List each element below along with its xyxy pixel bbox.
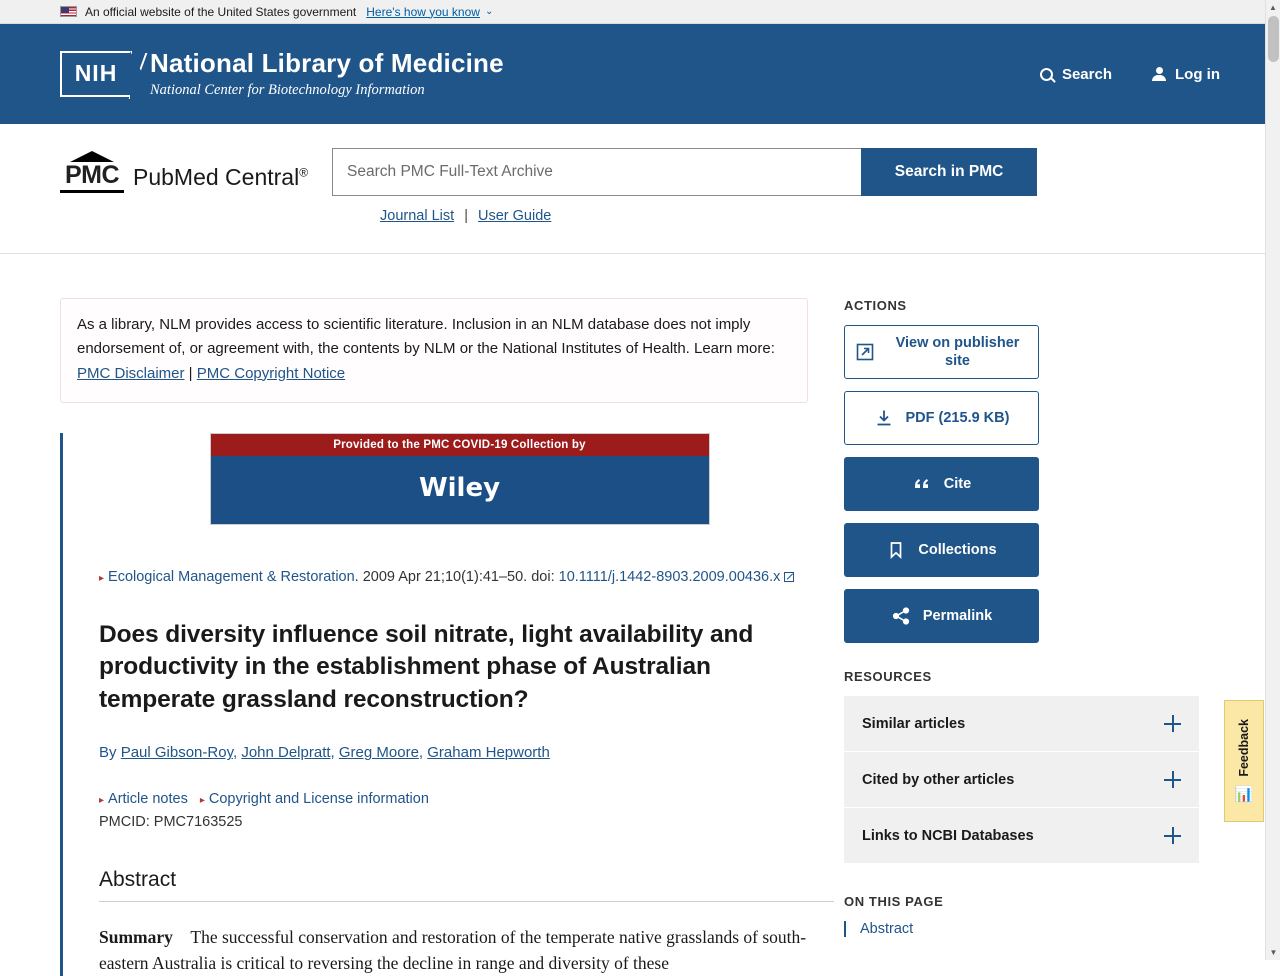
ncbi-subtitle: National Center for Biotechnology Information [150,81,425,98]
on-this-page-section [844,894,1220,937]
resource-label: Cited by other articles [862,771,1015,788]
cite-button[interactable] [844,457,1039,511]
nih-mark-slash [129,53,148,99]
user-guide-link[interactable]: User Guide [478,208,552,224]
resources-heading: RESOURCES [844,669,932,684]
plus-icon [1164,827,1181,844]
gov-banner-text: An official website of the United States government [85,4,357,19]
author-list: By Paul Gibson-Roy, John Delpratt, Greg Moore, Graham Hepworth [99,744,550,762]
triangle-bullet-icon: ▸ [199,794,205,806]
resource-similar-articles[interactable] [844,696,1199,752]
resource-label: Similar articles [862,715,966,732]
resources-section [844,669,1220,864]
article-notes-link[interactable]: Article notes [108,790,188,807]
permalink-button[interactable] [844,589,1039,643]
pmc-site-name-text: PubMed Central [133,164,300,190]
user-icon [1152,67,1166,81]
sidebar [820,254,1220,976]
disclaimer-pipe: | [184,364,197,382]
publisher-banner-name: Wiley [211,456,709,524]
resource-cited-by-other-articles[interactable] [844,752,1199,808]
journal-list-link[interactable]: Journal List [380,208,455,224]
pmc-base-shape [60,190,124,193]
header-search-label: Search [1061,65,1112,83]
pdf-download-button[interactable] [844,391,1039,445]
pmc-search [332,148,1037,196]
journal-link[interactable]: Ecological Management & Restoration [108,568,355,585]
abstract-paragraph: The successful conservation and restoration of the temperate native grasslands of south-eastern Australia is critical to reversing the decline in range and diversity of these [99,926,807,974]
plus-icon [1164,771,1181,788]
gov-banner [0,0,1280,24]
on-this-page-list [844,921,1220,937]
quote-icon [912,474,932,494]
article-notes-row [99,791,820,807]
doi-link[interactable]: 10.1111/j.1442-8903.2009.00436.x [558,568,781,585]
author-link[interactable]: John Delpratt [241,744,331,762]
publisher-banner-top-text: Provided to the PMC COVID-19 Collection by [211,434,709,456]
actions-heading: ACTIONS [844,298,907,313]
pmc-logo[interactable] [60,151,308,193]
scrollbar[interactable] [1265,0,1280,960]
scroll-down-arrow[interactable]: ▼ [1269,948,1278,957]
article-column [60,254,820,976]
how-you-know-link[interactable]: Here's how you know [366,4,480,19]
pmc-disclaimer-link[interactable]: PMC Disclaimer [77,364,185,382]
download-icon [874,408,894,428]
disclaimer-text: As a library, NLM provides access to scientific literature. Inclusion in an NLM database does not imply endorsement of, or agreement with, the contents by NLM or the National Institutes of Health. Learn more: [77,316,775,358]
on-this-page-item-abstract[interactable]: Abstract [860,921,914,937]
chart-icon: 📊 [1234,785,1254,803]
pmc-site-name [133,164,308,193]
on-this-page-heading: ON THIS PAGE [844,894,944,909]
sub-links-separator: | [464,208,468,224]
pmc-glyph-icon [60,151,124,193]
header-login-label: Log in [1175,65,1220,83]
pmc-logo-word: PMC [64,161,120,189]
scroll-up-arrow[interactable]: ▲ [1269,3,1277,12]
permalink-label: Permalink [922,608,993,624]
resource-links-to-ncbi-databases[interactable] [844,808,1199,864]
author-link[interactable]: Graham Hepworth [427,744,550,762]
publisher-banner [210,433,710,525]
scrollbar-thumb[interactable] [1268,16,1279,62]
share-icon [891,606,911,626]
nih-mark-icon [60,51,132,97]
chevron-down-icon[interactable]: ⌄ [484,6,494,17]
triangle-bullet-icon: ▸ [99,572,105,584]
search-input[interactable] [332,148,861,196]
author-link[interactable]: Paul Gibson-Roy [120,744,233,762]
search-in-pmc-button[interactable]: Search in PMC [861,148,1037,196]
collections-button[interactable] [844,523,1039,577]
nlm-disclaimer [60,298,808,403]
author-link[interactable]: Greg Moore [338,744,419,762]
nlm-title: National Library of Medicine [150,48,504,79]
header-search-button[interactable] [1040,66,1112,83]
us-flag-icon [60,6,77,17]
article-body [60,433,820,976]
copyright-license-link[interactable]: Copyright and License information [208,790,429,807]
bookmark-icon [886,540,906,560]
article-citation [99,567,820,589]
view-on-publisher-site-label: View on publisher site [895,334,1020,369]
abstract-summary-label: Summary [99,926,173,947]
resource-label: Links to NCBI Databases [862,827,1034,844]
header-login-button[interactable] [1152,66,1220,83]
search-icon [1040,68,1053,81]
pmc-registered-mark: ® [299,165,309,180]
pmc-copyright-notice-link[interactable]: PMC Copyright Notice [196,364,346,382]
nih-mark-text: NIH [74,60,118,87]
pmcid-text: PMCID: PMC7163525 [99,813,243,830]
citation-details: . 2009 Apr 21;10(1):41–50. doi: [354,568,559,585]
external-link-icon [784,572,794,582]
pmc-bar [0,124,1280,254]
external-link-icon [855,342,875,362]
plus-icon [1164,715,1181,732]
collections-label: Collections [918,542,997,558]
pdf-download-label: PDF (215.9 KB) [905,410,1010,426]
view-on-publisher-site-button[interactable] [844,325,1039,379]
abstract-heading: Abstract [99,868,834,902]
nih-logo[interactable] [60,49,504,99]
abstract-text [99,924,829,976]
page-title: Does diversity influence soil nitrate, light availability and productivity in the establishment phase of Australian temperate grassland reconstruction? [99,620,754,713]
pmc-sub-links [380,208,1220,224]
cite-label: Cite [943,476,972,492]
by-label: By [99,744,121,762]
feedback-tab[interactable] [1224,700,1264,822]
nih-header [0,24,1280,124]
main-content [0,254,1280,976]
triangle-bullet-icon: ▸ [99,794,105,806]
feedback-label: Feedback [1237,719,1251,777]
